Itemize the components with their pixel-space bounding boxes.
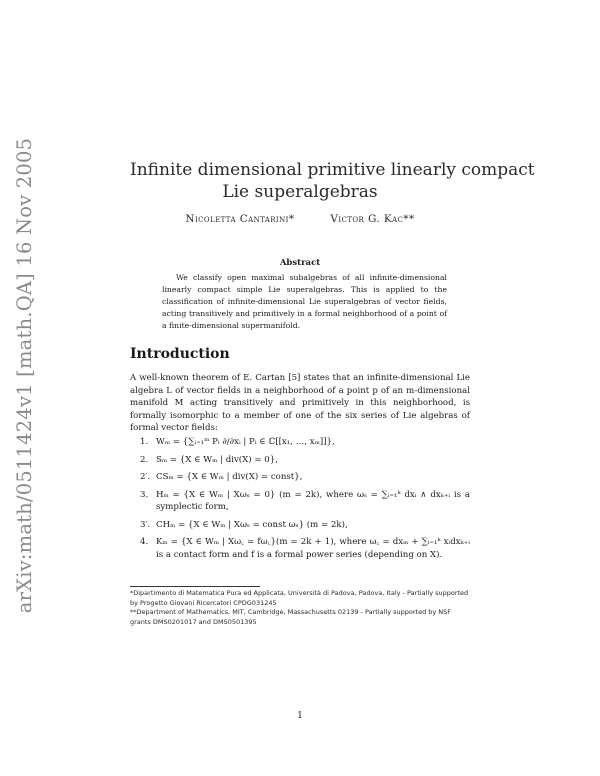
list-item — [130, 471, 470, 484]
author-name: Nicoletta Cantarini* — [185, 213, 295, 225]
paper-title-line-1: Infinite dimensional primitive linearly compact — [130, 160, 535, 180]
list-item-number: 4. — [140, 537, 149, 547]
footnote: **Department of Mathematics, MIT, Cambridge, Massachusetts 02139 - Partially supported by NSF grants DMS0201017 and DMS0501395 — [130, 608, 452, 626]
author-list — [130, 213, 470, 225]
list-item-text: Wₘ = {∑ᵢ₌₁ᵐ Pᵢ ∂/∂xᵢ | Pᵢ ∈ ℂ[[x₁, …, xₘ]]}, — [156, 437, 335, 447]
introduction-paragraph: A well-known theorem of E. Cartan [5] states that an infinite-dimensional Lie algebra L of vector fields in a neighborhood of a point p of an m-dimensional manifold M acting transitively and primitively in this neighborhood, is formally isomorphic to a member of one of the six series of Lie algebras of formal vector fields: — [130, 373, 470, 433]
list-item-text: CHₘ = {X ∈ Wₘ | Xωₛ = const ωₛ} (m = 2k), — [156, 519, 348, 530]
list-item — [130, 519, 470, 532]
list-item-number: 3. — [140, 489, 149, 500]
introduction-heading: Introduction — [130, 346, 230, 362]
list-item-number: 1. — [140, 437, 149, 447]
paper-title — [130, 159, 535, 203]
list-item-text: Sₘ = {X ∈ Wₘ | div(X) = 0}, — [156, 454, 278, 465]
page-number: 1 — [297, 711, 303, 721]
list-item-number: 2′. — [140, 472, 151, 482]
list-item-text: CSₘ = {X ∈ Wₘ | div(X) = const}, — [156, 472, 303, 482]
footnotes — [130, 589, 470, 627]
list-item-text: Hₘ = {X ∈ Wₘ | Xωₛ = 0} (m = 2k), where ωₛ = ∑ᵢ₌₁ᵏ dxᵢ ∧ dxₖ₊ᵢ is a symplectic form, — [156, 489, 470, 512]
abstract-heading: Abstract — [279, 258, 321, 268]
arxiv-identifier-stamp — [8, 137, 42, 613]
list-item — [130, 489, 470, 514]
abstract-body: We classify open maximal subalgebras of all infinite-dimensional linearly compact simple Lie superalgebras. This is applied to the classification of infinite-dimensional Lie superalgebras of vector fields, acting transitively and primitively in a formal neighborhood of a point of a finite-dimensional supermanifold. — [162, 273, 447, 330]
list-item-number: 3′. — [140, 519, 151, 530]
paper-title-line-2: Lie superalgebras — [222, 182, 378, 202]
lie-algebra-series-list — [130, 436, 470, 566]
list-item — [130, 436, 470, 449]
arxiv-identifier-text: arXiv:math/0511424v1 [math.QA] 16 Nov 2005 — [13, 137, 37, 613]
list-item-text: Kₘ = {X ∈ Wₘ | Xω꜀ = fω꜀}(m = 2k + 1), where ω꜀ = dxₘ + ∑ᵢ₌₁ᵏ xᵢdxₖ₊ᵢ is a contact form and f is a formal power series (depending on X). — [156, 537, 470, 560]
footnote: *Dipartimento di Matematica Pura ed Applicata, Università di Padova, Padova, Italy - Partially supported by Progetto Giovani Ricercatori CPDG031245 — [130, 589, 469, 607]
list-item — [130, 454, 470, 467]
author-name: Victor G. Kac** — [330, 213, 415, 225]
list-item — [130, 536, 470, 561]
list-item-number: 2. — [140, 454, 149, 465]
footnote-divider — [130, 586, 260, 587]
